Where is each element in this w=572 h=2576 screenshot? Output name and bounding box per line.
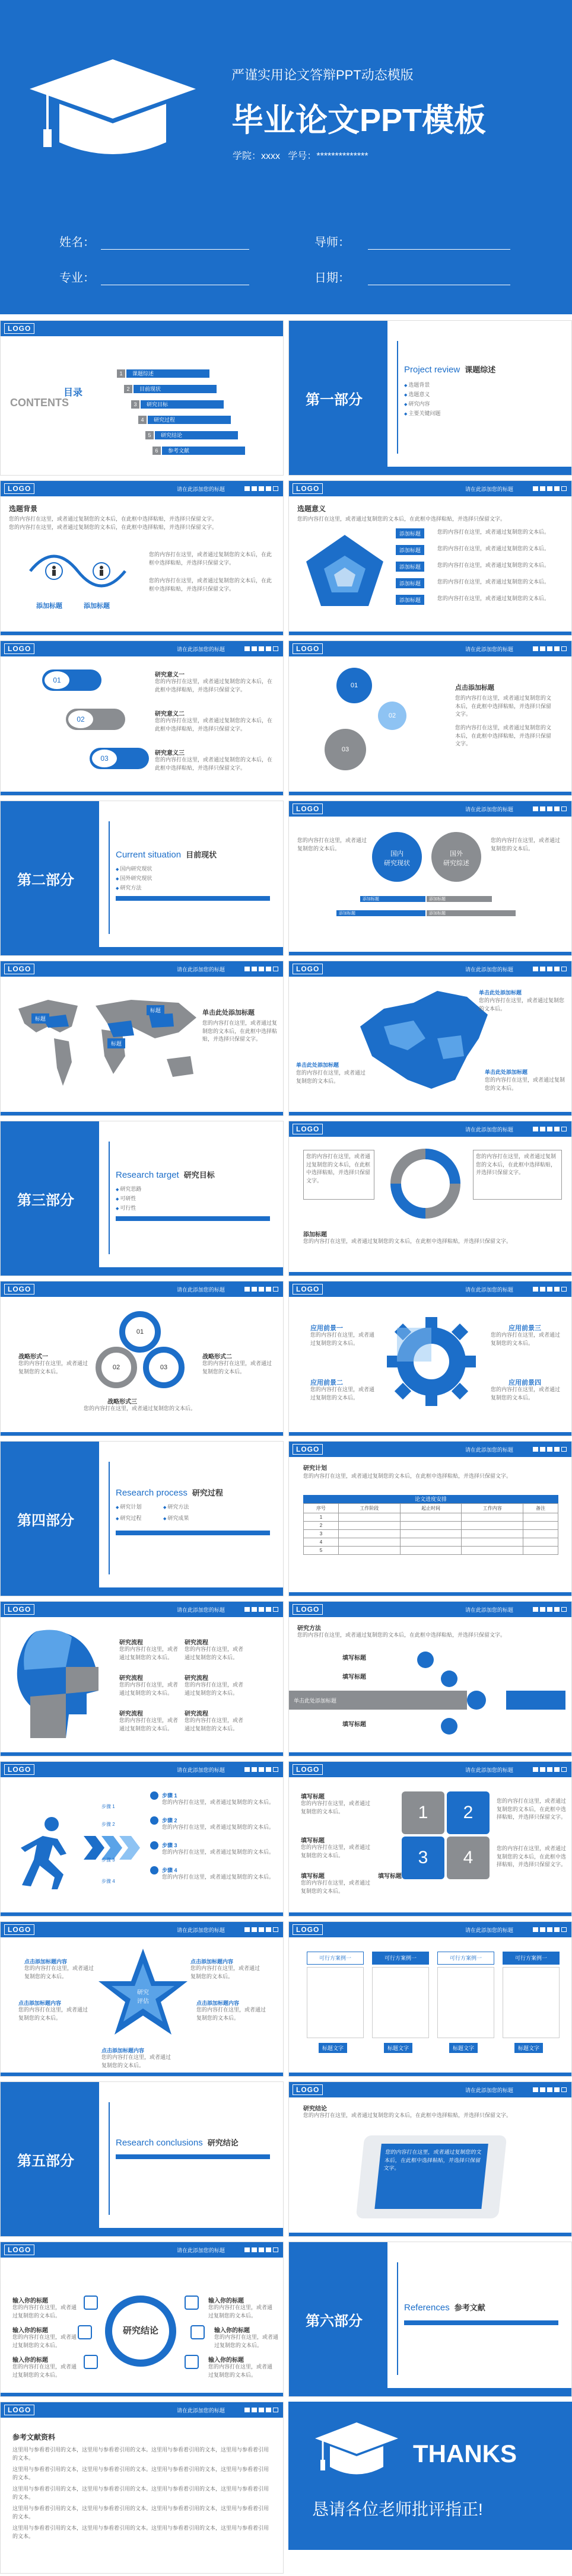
significance-label: 添加标题	[396, 595, 424, 605]
process-title: 研究流程	[185, 1711, 208, 1717]
process-text: 您的内容打在这里，或者通过复制您的文本后。	[119, 1646, 179, 1660]
domestic-slide: LOGO 请在此添加您的标题 国内 研究现状 国外 研究综述 您的内容打在这里，或者通过复制您的文本后。 您的内容打在这里，或者通过复制您的文本后。 添加标题 添加标题 添加标题 添加标题	[288, 801, 572, 956]
cycle-slide: LOGO 请在此添加您的标题 您的内容打在这里，或者通过复制您的文本后，在此框中选择粘贴，并选择只保留文字。 您的内容打在这里，或者通过复制您的文本后，在此框中选择粘贴，并选择只保留文字。 添加标题 您的内容打在这里，或者通过复制您的文本后，在此框中选择粘贴，并选择只保留文字。	[288, 1121, 572, 1276]
step-dot	[150, 1866, 158, 1874]
table-row: 2	[304, 1522, 558, 1530]
process-text: 您的内容打在这里，或者通过复制您的文本后。	[185, 1717, 244, 1732]
part6-slide: 第六部分 References 参考文献	[288, 2242, 572, 2397]
method-icon-1	[417, 1652, 434, 1668]
method-icon-4	[441, 1718, 457, 1735]
bubble-3: 03	[325, 729, 366, 770]
tablet-slide: LOGO 请在此添加您的标题 研究结论 您的内容打在这里，或者通过复制您的文本后，在此框中选择粘贴，并选择只保留文字。 您的内容打在这里，或者通过复制您的文本后，在此框中选择粘贴，并选择只保留文字。	[288, 2081, 572, 2237]
pentagon-diagram	[303, 532, 386, 609]
thanks-slide	[288, 2402, 572, 2574]
bubbles-slide: LOGO 请在此添加您的标题 01 02 03 点击添加标题 您的内容打在这里，或者通过复制您的文本后，在此框中选择粘贴，并选择只保留文字。 您的内容打在这里，或者通过复制您的文本后，在此框中选择粘贴，并选择只保留文字。	[288, 640, 572, 796]
table-row: 1	[304, 1513, 558, 1522]
meaning-text: 您的内容打在这里，或者通过复制您的文本后，在此框中选择粘贴，并选择只保留文字。	[155, 678, 273, 693]
process-text: 您的内容打在这里，或者通过复制您的文本后。	[119, 1682, 179, 1696]
head-slide: LOGO 请在此添加您的标题 研究流程 您的内容打在这里，或者通过复制您的文本后。 研究流程 您的内容打在这里，或者通过复制您的文本后。 研究流程 您的内容打在这里，或者通过复制您的文本后。 研究流程 您的内容打在这里，或者通过复制您的文本后。 研究流程 您的内容打在这里，或者通过复制您的文本后。 研究流程 您的内容打在这里，或者通过复制您的文本后。	[0, 1601, 284, 1756]
icon-6	[185, 2355, 199, 2369]
significance-label: 添加标题	[396, 562, 424, 572]
significance-label: 添加标题	[396, 545, 424, 555]
reference-item: 这里用与参看着引用的文本，这里用与参看着引用的文本。这里用与参看着引用的文本，这里用与参看着引用的文本。	[12, 2505, 269, 2520]
toc-item[interactable]: 目前现状	[134, 385, 217, 393]
step-dot	[150, 1791, 158, 1800]
process-title: 研究流程	[119, 1675, 143, 1682]
step-text: 您的内容打在这里，或者通过复制您的文本后。	[162, 1849, 275, 1855]
background-slide: LOGO 请在此添加您的标题 选题背景 您的内容打在这里，或者通过复制您的文本后，在此框中选择粘贴，并选择只保留文字。 您的内容打在这里，或者通过复制您的文本后，在此框中选择粘贴，并选择只保留文字。 添加标题 添加标题 您的内容打在这里，或者通过复制您的文本后，在此框中选择粘贴，并选择只保留文字。 您的内容打在这里，或者通过复制您的文本后，在此框中选择粘贴，并选择只保留文字。	[0, 480, 284, 636]
option-header: 可行方案例一	[503, 1952, 560, 1965]
toc-number: 6	[152, 447, 161, 455]
table-header: 工作阶段	[338, 1504, 400, 1513]
grid-slide: LOGO 请在此添加您的标题 填写标题 您的内容打在这里，或者通过复制您的文本后。 填写标题 您的内容打在这里，或者通过复制您的文本后。 填写标题 您的内容打在这里，或者通过复制您的文本后。 填写标题 1 2 3 4 您的内容打在这里，或者通过复制您的文本后，在此框中选择粘贴，并选择只保留文字。 您的内容打在这里，或者通过复制您的文本后，在此框中选择粘贴，并选择只保留文字。	[288, 1761, 572, 1917]
option-header: 可行方案例一	[437, 1952, 494, 1965]
china-map	[348, 985, 497, 1098]
star-item-text: 您的内容打在这里，或者通过复制您的文本后。	[24, 1965, 94, 1979]
chevrons	[84, 1836, 143, 1860]
step-title: 步骤 4	[162, 1867, 177, 1873]
step-title: 步骤 1	[162, 1793, 177, 1799]
plan-slide: LOGO 请在此添加您的标题 研究计划 您的内容打在这里，或者通过复制您的文本后，在此框中选择粘贴，并选择只保留文字。 论文进度安排 序号 工作阶段 起止时间 工作内容 备注 1 2 3 4 5	[288, 1441, 572, 1596]
section-heading: Project review 课题综述	[404, 365, 496, 375]
steps-slide: LOGO 请在此添加您的标题 步骤 1 步骤 2 步骤 3 步骤 4 步骤 1 您的内容打在这里，或者通过复制您的文本后。 步骤 2 您的内容打在这里，或者通过复制您的文本后。 步骤 3 您的内容打在这里，或者通过复制您的文本后。 步骤 4 您的内容打在这里，或者通过复制您的文本后。	[0, 1761, 284, 1917]
process-title: 研究流程	[185, 1640, 208, 1646]
conclusion-text: 您的内容打在这里，或者通过复制您的文本后。	[12, 2304, 77, 2319]
step-dot	[150, 1816, 158, 1825]
star-item-text: 您的内容打在这里，或者通过复制您的文本后。	[190, 1965, 260, 1979]
table-header: 起止时间	[400, 1504, 462, 1513]
options-slide: LOGO 请在此添加您的标题 可行方案例一 标题文字 可行方案例一 标题文字 可行方案例一 标题文字 可行方案例一 标题文字	[288, 1921, 572, 2077]
thanks-title: THANKS	[413, 2440, 517, 2467]
toc-number: 2	[124, 385, 132, 393]
process-title: 研究流程	[185, 1675, 208, 1682]
conclusion-title: 输入你的标题	[12, 2328, 48, 2334]
bubble-2: 02	[378, 702, 406, 730]
toc-slide	[0, 320, 284, 476]
bubble-1: 01	[336, 668, 372, 703]
icon-2	[78, 2325, 92, 2339]
icon-5	[190, 2325, 205, 2339]
option-body	[372, 1967, 429, 2038]
cycle-diagram	[384, 1145, 467, 1222]
cover-slide	[0, 0, 572, 314]
conclusion-title: 输入你的标题	[12, 2298, 48, 2304]
option-body	[503, 1967, 560, 2038]
references-slide: LOGO 请在此添加您的标题 参考文献资料 这里用与参看着引用的文本，这里用与参看着引用的文本。这里用与参看着引用的文本，这里用与参看着引用的文本。 这里用与参看着引用的文本，这里用与参看着引用的文本。这里用与参看着引用的文本，这里用与参看着引用的文本。 这里用与参看着引用的文本，这里用与参看着引用的文本。这里用与参看着引用的文本，这里用与参看着引用的文本。 这里用与参看着引用的文本，这里用与参看着引用的文本。这里用与参看着引用的文本，这里用与参看着引用的文本。 这里用与参看着引用的文本，这里用与参看着引用的文本。这里用与参看着引用的文本，这里用与参看着引用的文本。	[0, 2402, 284, 2574]
graduation-cap-icon	[24, 53, 202, 172]
name-label: 姓名：	[59, 236, 95, 249]
part4-slide: 第四部分 Research process 研究过程 ◆ 研究计划 ◆ 研究方法 ◆ 研究过程 ◆ 研究成果	[0, 1441, 284, 1596]
step-text: 您的内容打在这里，或者通过复制您的文本后。	[162, 1799, 275, 1805]
option-body	[307, 1967, 364, 2038]
step-dot	[150, 1841, 158, 1850]
meaning-title: 研究意义二	[155, 711, 185, 718]
slide-title: 选题背景	[9, 505, 38, 513]
table-header: 备注	[523, 1504, 558, 1513]
cover-subtitle: 严谨实用论文答辩PPT动态模版	[231, 68, 414, 82]
process-title: 研究流程	[119, 1711, 143, 1717]
plan-table	[303, 1503, 558, 1555]
step-text: 您的内容打在这里，或者通过复制您的文本后。	[162, 1824, 275, 1830]
table-row: 5	[304, 1547, 558, 1555]
toc-item[interactable]: 参考文献	[162, 447, 245, 455]
conclusion-title: 输入你的标题	[12, 2357, 48, 2364]
meaning-num: 03	[92, 750, 117, 767]
method-icon-2	[441, 1670, 457, 1687]
star-item-text: 您的内容打在这里，或者通过复制您的文本后。	[18, 2007, 88, 2021]
part5-slide: 第五部分 Research conclusions 研究结论	[0, 2081, 284, 2237]
meaning-title: 研究意义三	[155, 750, 185, 757]
option-button[interactable]: 标题文字	[449, 2043, 478, 2053]
icon-1	[84, 2296, 98, 2310]
toc-subtitle: CONTENTS	[10, 397, 69, 409]
section-bullets: ◆ 选题背景 ◆ 选题意义 ◆ 研究内容 ◆ 主要关键问题	[404, 379, 440, 419]
significance-text: 您的内容打在这里，或者通过复制您的文本后。	[437, 546, 550, 551]
logo: LOGO	[4, 323, 34, 334]
toc-item[interactable]: 研究结论	[155, 431, 238, 439]
toc-number: 4	[138, 416, 147, 424]
star-item-title: 点击添加标题内容	[190, 1959, 234, 1965]
conclusion-text: 您的内容打在这里，或者通过复制您的文本后。	[214, 2334, 279, 2348]
toc-title: 目录	[63, 388, 83, 398]
toc-item[interactable]: 课题综述	[126, 369, 209, 378]
conclusion-title: 输入你的标题	[214, 2328, 250, 2334]
meaning-num: 01	[45, 671, 69, 689]
process-text: 您的内容打在这里，或者通过复制您的文本后。	[119, 1717, 179, 1732]
table-header: 序号	[304, 1504, 339, 1513]
meaning-slide: LOGO 请在此添加您的标题 01 研究意义一 您的内容打在这里，或者通过复制您的文本后，在此框中选择粘贴，并选择只保留文字。 02 研究意义二 您的内容打在这里，或者通过复制您的文本后，在此框中选择粘贴，并选择只保留文字。 03 研究意义三 您的内容打在这里，或者通过复制您的文本后，在此框中选择粘贴，并选择只保留文字。	[0, 640, 284, 796]
advisor-label: 导师：	[314, 236, 350, 249]
gears-slide: LOGO 请在此添加您的标题 应用前景一 您的内容打在这里，或者通过复制您的文本后。 应用前景二 您的内容打在这里，或者通过复制您的文本后。 应用前景三 您的内容打在这里，或者通过复制您的文本后。 应用前景四 您的内容打在这里，或者通过复制您的文本后。	[288, 1281, 572, 1436]
conclusion-text: 您的内容打在这里，或者通过复制您的文本后。	[12, 2334, 77, 2348]
meaning-title: 研究意义一	[155, 672, 185, 678]
star-item-text: 您的内容打在这里，或者通过复制您的文本后。	[101, 2054, 171, 2068]
option-header: 可行方案例一	[307, 1952, 364, 1965]
table-row: 4	[304, 1538, 558, 1547]
domestic-circle: 国内 研究现状	[372, 832, 422, 882]
gear-icon	[384, 1305, 479, 1418]
significance-text: 您的内容打在这里，或者通过复制您的文本后。	[437, 529, 550, 535]
reference-item: 这里用与参看着引用的文本，这里用与参看着引用的文本。这里用与参看着引用的文本，这里用与参看着引用的文本。	[12, 2466, 269, 2481]
date-label: 日期：	[314, 272, 350, 285]
major-label: 专业：	[59, 272, 95, 285]
conclusion-title: 输入你的标题	[208, 2357, 244, 2364]
star-item-title: 点击添加标题内容	[18, 2000, 62, 2006]
step-text: 您的内容打在这里，或者通过复制您的文本后。	[162, 1874, 275, 1880]
method-icon-3	[467, 1691, 486, 1710]
process-title: 研究流程	[119, 1640, 143, 1646]
rings-slide: LOGO 请在此添加您的标题 01 02 03 战略形式一 您的内容打在这里，或者通过复制您的文本后。 战略形式二 您的内容打在这里，或者通过复制您的文本后。 战略形式三 您的内容打在这里，或者通过复制您的文本后。	[0, 1281, 284, 1436]
toc-item[interactable]: 研究目标	[141, 400, 224, 409]
method-slide: LOGO 请在此添加您的标题 研究方法 您的内容打在这里，或者通过复制您的文本后，在此框中选择粘贴，并选择只保留文字。 单击此处添加标题 填写标题 填写标题 填写标题	[288, 1601, 572, 1756]
conclusion-text: 您的内容打在这里，或者通过复制您的文本后。	[12, 2364, 77, 2378]
reference-item: 这里用与参看着引用的文本，这里用与参看着引用的文本。这里用与参看着引用的文本，这里用与参看着引用的文本。	[12, 2486, 269, 2500]
meaning-num: 02	[68, 710, 93, 728]
star-item-title: 点击添加标题内容	[24, 1959, 68, 1965]
toc-number: 1	[117, 369, 125, 378]
advisor-field[interactable]	[368, 249, 510, 250]
conclusion-slide: LOGO 请在此添加您的标题 研究结论 输入你的标题 您的内容打在这里，或者通过复制您的文本后。 输入你的标题 您的内容打在这里，或者通过复制您的文本后。 输入你的标题 您的内容打在这里，或者通过复制您的文本后。 输入你的标题 您的内容打在这里，或者通过复制您的文本后。 输入你的标题 您的内容打在这里，或者通过复制您的文本后。 输入你的标题 您的内容打在这里，或者通过复制您的文本后。	[0, 2242, 284, 2397]
option-button[interactable]: 标题文字	[514, 2043, 543, 2053]
runner-icon	[10, 1815, 75, 1892]
significance-label: 添加标题	[396, 528, 424, 538]
table-row: 3	[304, 1530, 558, 1538]
option-button[interactable]: 标题文字	[319, 2043, 347, 2053]
reference-item: 这里用与参看着引用的文本，这里用与参看着引用的文本。这里用与参看着引用的文本，这里用与参看着引用的文本。	[12, 2447, 269, 2461]
head-puzzle-icon	[12, 1625, 101, 1744]
cover-school: 学院：xxxx 学号：**************	[233, 151, 368, 161]
foreign-circle: 国外 研究综述	[431, 832, 481, 882]
option-body	[437, 1967, 494, 2038]
toc-number: 5	[145, 431, 154, 439]
toc-number: 3	[131, 400, 139, 409]
process-text: 您的内容打在这里，或者通过复制您的文本后。	[185, 1646, 244, 1660]
conclusion-title: 输入你的标题	[208, 2298, 244, 2304]
star-slide: LOGO 请在此添加您的标题 研究 评估 点击添加标题内容 您的内容打在这里，或者通过复制您的文本后。 点击添加标题内容 您的内容打在这里，或者通过复制您的文本后。 点击添加标题内容 您的内容打在这里，或者通过复制您的文本后。 点击添加标题内容 您的内容打在这里，或者通过复制您的文本后。 点击添加标题内容 您的内容打在这里，或者通过复制您的文本后。	[0, 1921, 284, 2077]
option-header: 可行方案例一	[372, 1952, 429, 1965]
star-item-title: 点击添加标题内容	[196, 2000, 240, 2006]
section-number: 第一部分	[306, 391, 363, 408]
conclusion-center: 研究结论	[105, 2296, 176, 2367]
conclusion-text: 您的内容打在这里，或者通过复制您的文本后。	[208, 2364, 273, 2378]
china-map-slide: LOGO 请在此添加您的标题 单击此处添加标题 您的内容打在这里，或者通过复制您的文本后。 单击此处添加标题 您的内容打在这里，或者通过复制您的文本后。 单击此处添加标题 您的内容打在这里，或者通过复制您的文本后。	[288, 961, 572, 1116]
graduation-cap-icon	[312, 2419, 401, 2485]
process-text: 您的内容打在这里，或者通过复制您的文本后。	[185, 1682, 244, 1696]
option-button[interactable]: 标题文字	[384, 2043, 412, 2053]
world-map-slide: LOGO 请在此添加您的标题 标题 标题 标题 单击此处添加标题 您的内容打在这里，或者通过复制您的文本后，在此框中选择粘贴，并选择只保留文字。	[0, 961, 284, 1116]
name-field[interactable]	[101, 249, 249, 250]
toc-item[interactable]: 研究过程	[148, 416, 231, 424]
significance-text: 您的内容打在这里，或者通过复制您的文本后。	[437, 595, 550, 601]
icon-4	[185, 2296, 199, 2310]
part1-slide	[288, 320, 572, 476]
reference-item: 这里用与参看着引用的文本，这里用与参看着引用的文本。这里用与参看着引用的文本，这里用与参看着引用的文本。	[12, 2525, 269, 2539]
meaning-text: 您的内容打在这里，或者通过复制您的文本后，在此框中选择粘贴，并选择只保留文字。	[155, 757, 273, 771]
meaning-text: 您的内容打在这里，或者通过复制您的文本后，在此框中选择粘贴，并选择只保留文字。	[155, 718, 273, 732]
significance-slide: LOGO 请在此添加您的标题 选题意义 您的内容打在这里，或者通过复制您的文本后，在此框中选择粘贴，并选择只保留文字。 添加标题 您的内容打在这里，或者通过复制您的文本后。 添加标题 您的内容打在这里，或者通过复制您的文本后。 添加标题 您的内容打在这里，或者通过复制您的文本后。 添加标题 您的内容打在这里，或者通过复制您的文本后。 添加标题 您的内容打在这里，或者通过复制您的文本后。	[288, 480, 572, 636]
star-item-title: 点击添加标题内容	[101, 2048, 145, 2054]
conclusion-text: 您的内容打在这里，或者通过复制您的文本后。	[208, 2304, 273, 2319]
significance-label: 添加标题	[396, 578, 424, 588]
reference-list	[12, 2446, 274, 2544]
thanks-subtitle: 恳请各位老师批评指正!	[312, 2500, 483, 2518]
significance-text: 您的内容打在这里，或者通过复制您的文本后。	[437, 562, 550, 568]
cover-title: 毕业论文PPT模板	[231, 103, 487, 138]
part2-slide: 第二部分 Current situation 目前现状 ◆ 国内研究现状 ◆ 国外研究现状 ◆ 研究方法	[0, 801, 284, 956]
significance-text: 您的内容打在这里，或者通过复制您的文本后。	[437, 579, 550, 585]
table-header: 工作内容	[462, 1504, 523, 1513]
icon-3	[84, 2355, 98, 2369]
step-title: 步骤 3	[162, 1842, 177, 1848]
wave-diagram	[24, 547, 131, 595]
step-title: 步骤 2	[162, 1818, 177, 1823]
tablet-icon: 您的内容打在这里，或者通过复制您的文本后，在此框中选择粘贴，并选择只保留文字。	[356, 2135, 507, 2218]
star-item-text: 您的内容打在这里，或者通过复制您的文本后。	[196, 2007, 266, 2021]
part3-slide: 第三部分 Research target 研究目标 ◆ 研究思路 ◆ 可研性 ◆ 可行性	[0, 1121, 284, 1276]
